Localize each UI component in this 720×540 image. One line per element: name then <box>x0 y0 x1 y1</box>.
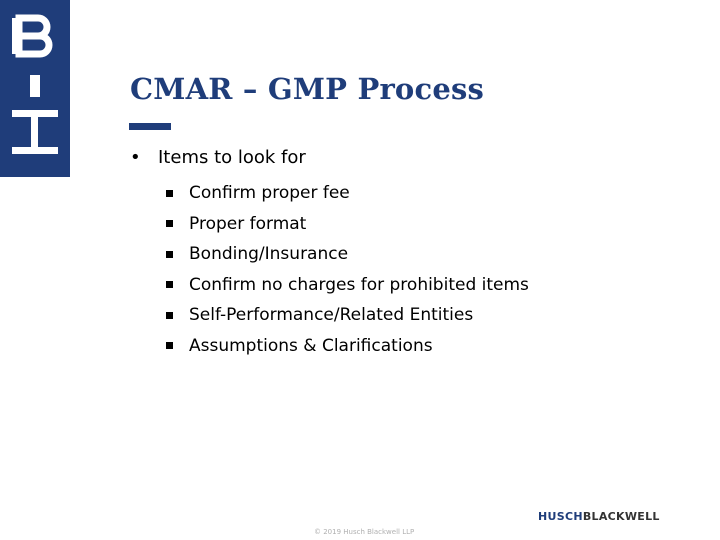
square-bullet-icon <box>166 190 173 197</box>
list-item <box>166 209 529 240</box>
square-bullet-icon <box>166 220 173 227</box>
list-item-text: Bonding/Insurance <box>189 244 349 265</box>
logo-part-blackwell: BLACKWELL <box>582 510 660 523</box>
list-item-text: Assumptions & Clarifications <box>189 335 433 356</box>
main-bullet <box>130 147 306 168</box>
logo-part-husch: HUSCH <box>538 510 583 523</box>
list-item <box>166 300 529 331</box>
list-item <box>166 331 529 362</box>
title-underline <box>129 123 171 130</box>
square-bullet-icon <box>166 342 173 349</box>
square-bullet-icon <box>166 251 173 258</box>
copyright-notice: © 2019 Husch Blackwell LLP <box>314 528 415 536</box>
main-bullet-text: Items to look for <box>158 147 306 168</box>
slide-title: CMAR – GMP Process <box>130 72 485 106</box>
list-item-text: Confirm proper fee <box>189 183 350 204</box>
square-bullet-icon <box>166 281 173 288</box>
bullet-dot: • <box>130 147 141 168</box>
hb-logo-icon <box>0 0 70 177</box>
list-item-text: Self-Performance/Related Entities <box>189 305 474 326</box>
square-bullet-icon <box>166 312 173 319</box>
list-item <box>166 239 529 270</box>
sub-bullet-list <box>166 178 529 361</box>
list-item-text: Proper format <box>189 213 307 234</box>
list-item-text: Confirm no charges for prohibited items <box>189 274 529 295</box>
hb-logo-block <box>0 0 70 177</box>
list-item <box>166 270 529 301</box>
list-item <box>166 178 529 209</box>
husch-blackwell-logo <box>538 510 660 523</box>
